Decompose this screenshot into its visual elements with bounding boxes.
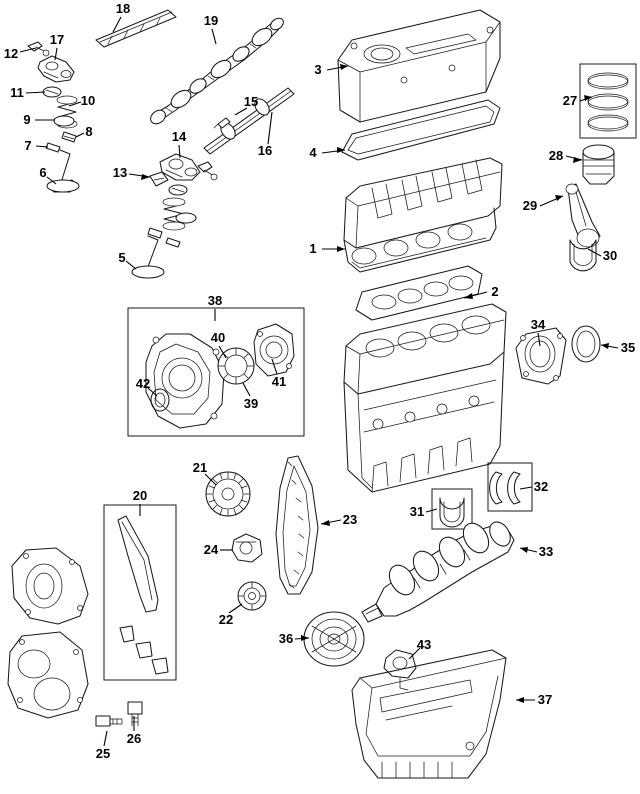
part-29-connecting-rod xyxy=(566,184,600,247)
part-34-seal-retainer xyxy=(516,328,566,384)
callout-28: 28 xyxy=(548,148,564,163)
callout-2: 2 xyxy=(491,284,499,299)
callout-23: 23 xyxy=(342,512,358,527)
callout-21: 21 xyxy=(192,460,208,475)
callout-31: 31 xyxy=(409,504,425,519)
part-35-crankshaft-seal xyxy=(572,326,600,362)
callout-11: 11 xyxy=(10,85,24,100)
part-6-intake-valve xyxy=(47,150,79,192)
callout-20: 20 xyxy=(132,488,148,503)
callout-14: 14 xyxy=(171,129,187,144)
part-26-bolt xyxy=(128,702,142,726)
part-7-valve-guide xyxy=(46,143,60,152)
callout-1: 1 xyxy=(309,241,317,256)
callout-8: 8 xyxy=(85,124,93,139)
part-27-piston-rings xyxy=(580,64,636,138)
part-31-main-bearing xyxy=(432,489,472,529)
callout-36: 36 xyxy=(278,631,294,646)
callout-22: 22 xyxy=(218,612,234,627)
callout-41: 41 xyxy=(271,374,287,389)
callout-25: 25 xyxy=(95,746,111,761)
part-2-head-gasket xyxy=(356,266,482,320)
part-12-pivot-bolt-lower xyxy=(198,162,217,180)
part-23-timing-chain xyxy=(276,456,318,594)
callout-3: 3 xyxy=(314,62,322,77)
part-24-chain-tensioner xyxy=(232,534,262,562)
part-11-spring-seat-lower xyxy=(169,185,187,195)
part-3-valve-cover xyxy=(338,10,500,122)
callout-4: 4 xyxy=(309,145,317,160)
part-9-spring-seat-lower xyxy=(176,213,196,223)
callout-27: 27 xyxy=(562,93,578,108)
callout-35: 35 xyxy=(620,340,636,355)
part-8-valve-seal xyxy=(62,132,76,142)
part-17-rocker-arm xyxy=(38,56,74,82)
part-36-crank-pulley xyxy=(304,612,364,666)
part-21-cam-sprocket xyxy=(206,472,250,516)
callout-37: 37 xyxy=(537,692,553,707)
callout-18: 18 xyxy=(115,1,131,16)
callout-10: 10 xyxy=(80,93,96,108)
callout-6: 6 xyxy=(39,165,47,180)
part-41-pump-cover xyxy=(254,324,294,376)
callout-33: 33 xyxy=(538,544,554,559)
part-cylinder-block xyxy=(344,304,506,492)
callout-7: 7 xyxy=(24,138,32,153)
part-7-valve-guide-lower xyxy=(166,238,180,247)
part-37-oil-pan xyxy=(352,650,506,778)
part-5-exhaust-valve xyxy=(132,236,164,278)
callout-29: 29 xyxy=(522,198,538,213)
part-18-rocker-shaft xyxy=(96,10,176,47)
callout-19: 19 xyxy=(203,13,219,28)
part-20-chain-guides xyxy=(104,505,176,680)
callout-9: 9 xyxy=(23,112,31,127)
part-4-valve-cover-gasket xyxy=(342,100,500,160)
part-9-valve-spring-seat xyxy=(54,116,74,126)
part-22-idler-sprocket xyxy=(238,582,266,610)
callout-13: 13 xyxy=(112,165,128,180)
part-25-bolt xyxy=(96,716,122,726)
callout-32: 32 xyxy=(533,479,549,494)
callout-5: 5 xyxy=(118,250,126,265)
part-33-crankshaft xyxy=(362,518,515,622)
part-1-cylinder-head xyxy=(344,158,502,272)
part-timing-chain-cover-upper xyxy=(12,548,88,624)
part-timing-chain-cover-lower xyxy=(8,632,88,718)
callout-42: 42 xyxy=(135,376,151,391)
callout-26: 26 xyxy=(126,731,142,746)
part-38-oil-pump-group xyxy=(128,308,304,436)
callout-16: 16 xyxy=(257,143,273,158)
callout-39: 39 xyxy=(243,396,259,411)
callout-34: 34 xyxy=(530,317,546,332)
callout-12: 12 xyxy=(3,46,19,61)
part-42-oil-pump-seal xyxy=(151,389,169,411)
callout-43: 43 xyxy=(416,637,432,652)
callout-38: 38 xyxy=(207,293,223,308)
callout-30: 30 xyxy=(602,248,618,263)
part-28-piston xyxy=(583,145,614,184)
callout-40: 40 xyxy=(210,330,226,345)
callout-24: 24 xyxy=(203,542,219,557)
part-11-spring-seat-upper xyxy=(43,87,61,97)
callout-15: 15 xyxy=(243,94,259,109)
part-32-thrust-washers xyxy=(488,463,532,511)
callout-17: 17 xyxy=(49,32,65,47)
